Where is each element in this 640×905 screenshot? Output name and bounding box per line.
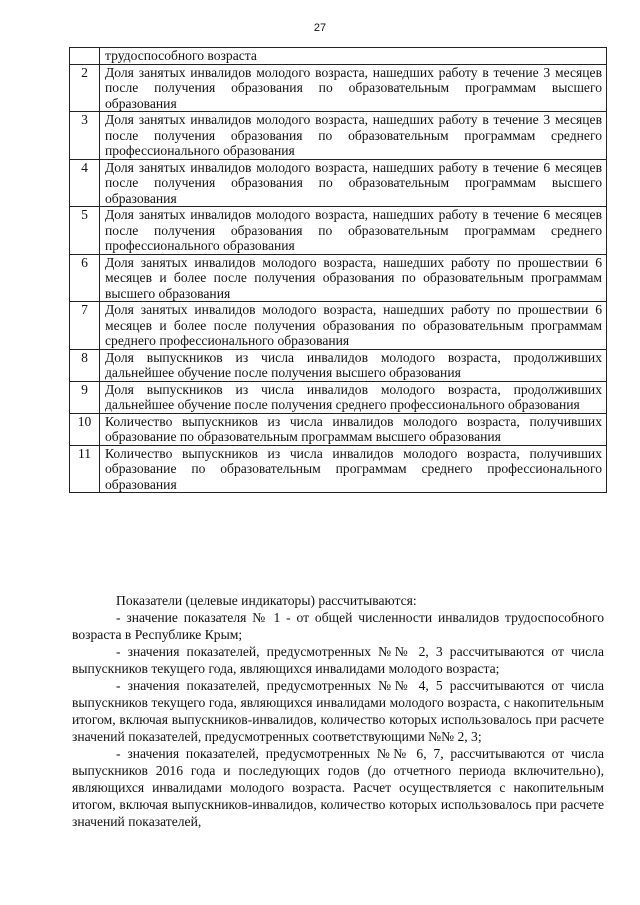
row-number: 4	[70, 159, 100, 207]
row-text: Количество выпускников из числа инвалидов молодого возраста, получивших образование по образовательным программам среднего профессионального образования	[100, 445, 607, 493]
row-number: 5	[70, 207, 100, 255]
table-row	[70, 381, 607, 413]
table-row	[70, 159, 607, 207]
row-text: трудоспособного возраста	[100, 48, 607, 65]
table-row	[70, 48, 607, 65]
row-text: Доля занятых инвалидов молодого возраста, нашедших работу по прошествии 6 месяцев и более после получения образования по образовательным программам среднего профессионального образования	[100, 302, 607, 350]
row-text: Доля занятых инвалидов молодого возраста, нашедших работу в течение 6 месяцев после получения образования по образовательным программам среднего профессионального образования	[100, 207, 607, 255]
table-row	[70, 413, 607, 445]
row-text: Количество выпускников из числа инвалидов молодого возраста, получивших образование по образовательным программам высшего образования	[100, 413, 607, 445]
table-row	[70, 64, 607, 112]
table-row	[70, 445, 607, 493]
row-number: 6	[70, 254, 100, 302]
table-row	[70, 302, 607, 350]
row-number: 3	[70, 112, 100, 160]
paragraph: - значения показателей, предусмотренных №№ 6, 7, рассчитываются от числа выпускников 2016 года и последующих годов (до отчетного периода включительно), являющихся инвалидами молодого возраста. Расчет осуществляется с накопительным итогом, включая выпускников-инвалидов, количество которых использовалось при расчете значений показателей,	[72, 746, 604, 829]
row-text: Доля выпускников из числа инвалидов молодого возраста, продолживших дальнейшее обучение после получения высшего образования	[100, 349, 607, 381]
row-number	[70, 48, 100, 65]
body-text	[72, 592, 604, 830]
paragraph: Показатели (целевые индикаторы) рассчитываются:	[116, 593, 417, 608]
row-text: Доля занятых инвалидов молодого возраста, нашедших работу в течение 3 месяцев после получения образования по образовательным программам высшего образования	[100, 64, 607, 112]
table-row	[70, 207, 607, 255]
row-text: Доля занятых инвалидов молодого возраста, нашедших работу в течение 6 месяцев после получения образования по образовательным программам высшего образования	[100, 159, 607, 207]
row-number: 8	[70, 349, 100, 381]
row-text: Доля выпускников из числа инвалидов молодого возраста, продолживших дальнейшее обучение после получения среднего профессионального образования	[100, 381, 607, 413]
row-number: 9	[70, 381, 100, 413]
paragraph: - значение показателя № 1 - от общей численности инвалидов трудоспособного возраста в Республике Крым;	[72, 610, 604, 642]
row-number: 7	[70, 302, 100, 350]
row-number: 11	[70, 445, 100, 493]
paragraph: - значения показателей, предусмотренных №№ 2, 3 рассчитываются от числа выпускников текущего года, являющихся инвалидами молодого возраста;	[72, 644, 604, 676]
table-row	[70, 254, 607, 302]
row-number: 2	[70, 64, 100, 112]
row-number: 10	[70, 413, 100, 445]
indicators-table	[69, 47, 607, 493]
table-row	[70, 112, 607, 160]
paragraph: - значения показателей, предусмотренных №№ 4, 5 рассчитываются от числа выпускников текущего года, являющихся инвалидами молодого возраста, с накопительным итогом, включая выпускников-инвалидов, количество которых использовалось при расчете значений показателей, предусмотренных соответствующими №№ 2, 3;	[72, 678, 604, 744]
row-text: Доля занятых инвалидов молодого возраста, нашедших работу по прошествии 6 месяцев и более после получения образования по образовательным программам высшего образования	[100, 254, 607, 302]
row-text: Доля занятых инвалидов молодого возраста, нашедших работу в течение 3 месяцев после получения образования по образовательным программам среднего профессионального образования	[100, 112, 607, 160]
table-row	[70, 349, 607, 381]
page-number: 27	[313, 22, 327, 34]
